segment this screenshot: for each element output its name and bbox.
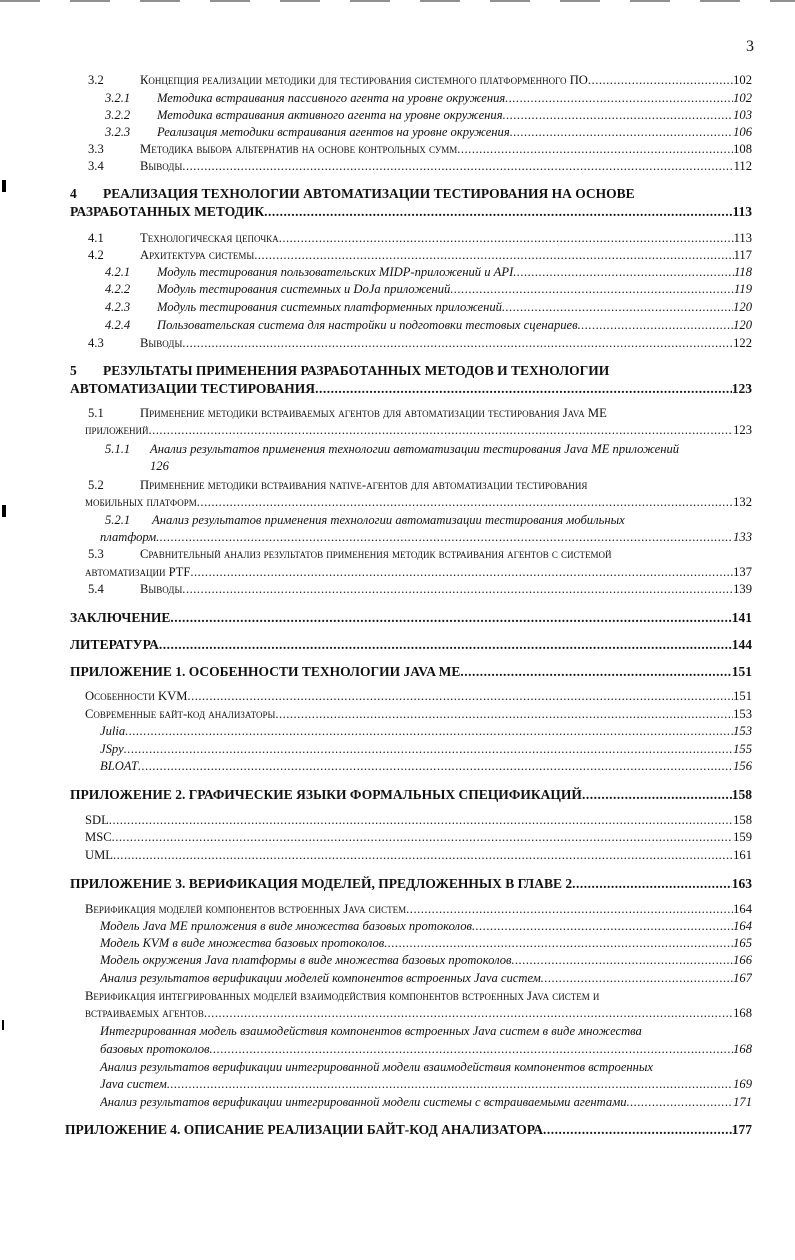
toc-entry-page: 168 — [733, 1006, 752, 1020]
toc-entry-title: мобильных платформ — [85, 495, 197, 509]
toc-entry-title: Модель Java ME приложения в виде множества базовых протоколов — [100, 919, 472, 933]
toc-entry-page: 119 — [734, 282, 752, 296]
toc-entry-title: базовых протоколов — [100, 1042, 210, 1056]
dot-leader — [457, 141, 733, 158]
toc-entry-page: 177 — [731, 1122, 752, 1137]
dot-leader — [254, 247, 733, 264]
section-number: 3.2.1 — [105, 91, 131, 105]
scan-margin-mark — [2, 180, 6, 192]
toc-entry-page: 167 — [733, 971, 752, 985]
dot-leader — [572, 875, 732, 892]
toc-entry-title: Сравнительный анализ результатов применения методик встраивания агентов с системой — [140, 547, 612, 561]
dot-leader — [197, 494, 733, 511]
toc-entry-title: Пользовательская система для настройки и подготовки тестовых сценариев — [157, 318, 578, 332]
dot-leader — [543, 1121, 732, 1138]
section-number: 5.1.1 — [105, 442, 131, 456]
toc-entry-title: АВТОМАТИЗАЦИИ ТЕСТИРОВАНИЯ — [70, 381, 316, 396]
toc-entry-page: 171 — [733, 1095, 752, 1109]
toc-entry-title: РЕЗУЛЬТАТЫ ПРИМЕНЕНИЯ РАЗРАБОТАННЫХ МЕТОДОВ И ТЕХНОЛОГИИ — [103, 363, 610, 378]
dot-leader — [182, 581, 733, 598]
toc-entry-page: 153 — [733, 724, 752, 738]
section-number: 5.2 — [88, 478, 104, 492]
toc-entry-page: 102 — [733, 73, 752, 87]
dot-leader — [512, 952, 734, 969]
section-number: 4.2.1 — [105, 265, 131, 279]
dot-leader — [190, 564, 733, 581]
toc-entry-page: 165 — [733, 936, 752, 950]
toc-entry-page: 144 — [731, 637, 752, 652]
section-number: 5 — [70, 363, 77, 378]
dot-leader — [627, 1094, 734, 1111]
toc-entry-title: Модуль тестирования системных платформенных приложений — [157, 300, 502, 314]
section-number: 4 — [70, 186, 77, 201]
toc-entry-title: ЗАКЛЮЧЕНИЕ — [70, 610, 171, 625]
scan-margin-mark — [2, 1020, 4, 1030]
toc-entry-title: MSC — [85, 830, 112, 844]
toc-entry-title: РЕАЛИЗАЦИЯ ТЕХНОЛОГИИ АВТОМАТИЗАЦИИ ТЕСТИРОВАНИЯ НА ОСНОВЕ — [103, 186, 635, 201]
toc-entry-page: 161 — [733, 848, 752, 862]
section-number: 5.4 — [88, 582, 104, 596]
toc-entry-title: Модель окружения Java платформы в виде множества базовых протоколов — [100, 953, 512, 967]
dot-leader — [406, 901, 733, 918]
section-number: 5.1 — [88, 406, 104, 420]
dot-leader — [170, 609, 731, 626]
toc-entry-page: 133 — [733, 530, 752, 544]
toc-entry-page: 108 — [733, 142, 752, 156]
dot-leader — [502, 299, 733, 316]
dot-leader — [125, 723, 733, 740]
toc-entry-page: 169 — [733, 1077, 752, 1091]
toc-entry-title: ПРИЛОЖЕНИЕ 4. ОПИСАНИЕ РЕАЛИЗАЦИИ БАЙТ-КОД АНАЛИЗАТОРА — [65, 1122, 544, 1137]
toc-entry-title: Выводы — [140, 159, 183, 173]
dot-leader — [275, 706, 733, 723]
dot-leader — [582, 786, 732, 803]
toc-entry-title: Анализ результатов верификации интегрированной модели системы с встраиваемыми агентами — [100, 1095, 627, 1109]
toc-entry-title: Анализ результатов верификации моделей компонентов встроенных Java систем — [100, 971, 541, 985]
dot-leader — [541, 970, 733, 987]
toc-entry-page: 122 — [733, 336, 752, 350]
toc-entry-title: Особенности KVM — [85, 689, 188, 703]
dot-leader — [182, 158, 733, 175]
toc-entry-title: ПРИЛОЖЕНИЕ 1. ОСОБЕННОСТИ ТЕХНОЛОГИИ JAVA ME — [70, 664, 461, 679]
section-number: 4.2.4 — [105, 318, 131, 332]
toc-entry-title: Методика встраивания пассивного агента на уровне окружения — [157, 91, 506, 105]
toc-entry-title: Методика встраивания активного агента на уровне окружения — [157, 108, 503, 122]
toc-entry-title: ПРИЛОЖЕНИЕ 2. ГРАФИЧЕСКИЕ ЯЗЫКИ ФОРМАЛЬНЫХ СПЕЦИФИКАЦИЙ — [70, 787, 582, 802]
dot-leader — [578, 317, 734, 334]
dot-leader — [182, 335, 733, 352]
dot-leader — [315, 380, 732, 397]
toc-entry-page: 164 — [733, 919, 752, 933]
toc-entry-page: 117 — [733, 248, 752, 262]
dot-leader — [503, 107, 734, 124]
toc-entry-page: 151 — [733, 689, 752, 703]
dot-leader — [472, 918, 733, 935]
section-number: 4.2 — [88, 248, 104, 262]
toc-entry-page: 112 — [733, 159, 752, 173]
toc-entry-title: Методика выбора альтернатив на основе контрольных сумм — [140, 142, 458, 156]
toc-entry-title: SDL — [85, 813, 109, 827]
toc-entry-title: Выводы — [140, 336, 183, 350]
toc-entry-title: Модуль тестирования пользовательских MIDP-приложений и API — [157, 265, 514, 279]
dot-leader — [210, 1041, 734, 1058]
toc-entry-page: 166 — [733, 953, 752, 967]
toc-entry-title: Архитектура системы — [140, 248, 255, 262]
section-number: 4.2.2 — [105, 282, 131, 296]
toc-entry-page: 126 — [150, 459, 169, 473]
toc-entry-page: 163 — [731, 876, 752, 891]
toc-entry-title: платформ — [100, 530, 157, 544]
toc-entry-page: 141 — [731, 610, 752, 625]
dot-leader — [505, 90, 733, 107]
dot-leader — [148, 422, 733, 439]
toc-entry-title: Технологическая цепочка — [140, 231, 279, 245]
toc-entry-title: автоматизации PTF — [85, 565, 191, 579]
toc-entry-page: 132 — [733, 495, 752, 509]
section-number: 3.3 — [88, 142, 104, 156]
toc-entry-page: 106 — [733, 125, 752, 139]
toc-entry-page: 137 — [733, 565, 752, 579]
section-number: 3.2.3 — [105, 125, 131, 139]
page-number: 3 — [746, 38, 754, 55]
dot-leader — [156, 529, 733, 546]
toc-entry-title: ПРИЛОЖЕНИЕ 3. ВЕРИФИКАЦИЯ МОДЕЛЕЙ, ПРЕДЛОЖЕННЫХ В ГЛАВЕ 2 — [70, 876, 573, 891]
toc-entry-title: Интегрированная модель взаимодействия компонентов встроенных Java систем в виде множества — [100, 1024, 642, 1038]
toc-entry-title: Реализация методики встраивания агентов на уровне окружения — [157, 125, 510, 139]
toc-entry-page: 164 — [733, 902, 752, 916]
dot-leader — [187, 688, 733, 705]
dot-leader — [279, 230, 734, 247]
toc-entry-title: Java систем — [100, 1077, 167, 1091]
toc-entry-page: 123 — [733, 423, 752, 437]
toc-entry-title: Выводы — [140, 582, 183, 596]
toc-entry-page: 139 — [733, 582, 752, 596]
toc-entry-title: Модель KVM в виде множества базовых протоколов — [100, 936, 385, 950]
dot-leader — [113, 847, 733, 864]
dot-leader — [513, 264, 734, 281]
dot-leader — [112, 829, 734, 846]
dot-leader — [138, 758, 733, 775]
toc-entry-title: Применение методики встраивания native-агентов для автоматизации тестирования — [140, 478, 588, 492]
toc-entry-page: 151 — [731, 664, 752, 679]
section-number: 4.2.3 — [105, 300, 131, 314]
toc-entry-page: 118 — [734, 265, 752, 279]
toc-entry-page: 123 — [731, 381, 752, 396]
toc-entry-title: UML — [85, 848, 113, 862]
dot-leader — [204, 1005, 733, 1022]
toc-entry-page: 155 — [733, 742, 752, 756]
dot-leader — [167, 1076, 733, 1093]
toc-entry-page: 113 — [732, 204, 752, 219]
dot-leader — [460, 663, 731, 680]
toc-entry-title: BLOAT — [100, 759, 139, 773]
toc-entry-title: JSpy — [100, 742, 124, 756]
dot-leader — [510, 124, 733, 141]
section-number: 4.3 — [88, 336, 104, 350]
toc-entry-page: 103 — [733, 108, 752, 122]
section-number: 3.2.2 — [105, 108, 131, 122]
toc-entry-title: Верификация моделей компонентов встроенных Java систем — [85, 902, 407, 916]
toc-entry-title: ЛИТЕРАТУРА — [70, 637, 159, 652]
toc-entry-title: встраиваемых агентов — [85, 1006, 204, 1020]
dot-leader — [450, 281, 734, 298]
dot-leader — [264, 203, 732, 220]
toc-entry-page: 159 — [733, 830, 752, 844]
toc-entry-page: 158 — [731, 787, 752, 802]
toc-entry-page: 153 — [733, 707, 752, 721]
toc-entry-page: 168 — [733, 1042, 752, 1056]
toc-entry-title: Концепция реализации методики для тестирования системного платформенного ПО — [140, 73, 588, 87]
section-number: 5.2.1 — [105, 513, 131, 527]
toc-entry-page: 120 — [733, 300, 752, 314]
dot-leader — [109, 812, 733, 829]
section-number: 3.4 — [88, 159, 104, 173]
scan-margin-mark — [2, 505, 6, 517]
dot-leader — [384, 935, 733, 952]
toc-entry-title: Анализ результатов применения технологии автоматизации тестирования мобильных — [152, 513, 625, 527]
dot-leader — [588, 72, 733, 89]
toc-entry-title: Верификация интегрированных моделей взаимодействия компонентов встроенных Java систем и — [85, 989, 600, 1003]
section-number: 3.2 — [88, 73, 104, 87]
toc-entry-page: 102 — [733, 91, 752, 105]
toc-entry-page: 156 — [733, 759, 752, 773]
toc-entry-title: Применение методики встраиваемых агентов для автоматизации тестирования Java ME — [140, 406, 607, 420]
toc-entry-page: 113 — [733, 231, 752, 245]
dot-leader — [159, 636, 732, 653]
section-number: 5.3 — [88, 547, 104, 561]
toc-entry-title: Анализ результатов применения технологии автоматизации тестирования Java ME приложений — [150, 442, 680, 456]
toc-entry-title: Модуль тестирования системных и DoJa приложений — [157, 282, 451, 296]
toc-entry-page: 120 — [733, 318, 752, 332]
dot-leader — [124, 741, 733, 758]
toc-entry-title: Анализ результатов верификации интегрированной модели взаимодействия компонентов встроенных — [100, 1060, 654, 1074]
toc-entry-page: 158 — [733, 813, 752, 827]
scan-top-edge — [0, 0, 795, 2]
section-number: 4.1 — [88, 231, 104, 245]
toc-entry-title: Современные байт-код анализаторы — [85, 707, 276, 721]
toc-entry-title: Julia — [100, 724, 126, 738]
toc-entry-title: приложений — [85, 423, 149, 437]
toc-entry-title: РАЗРАБОТАННЫХ МЕТОДИК — [70, 204, 265, 219]
